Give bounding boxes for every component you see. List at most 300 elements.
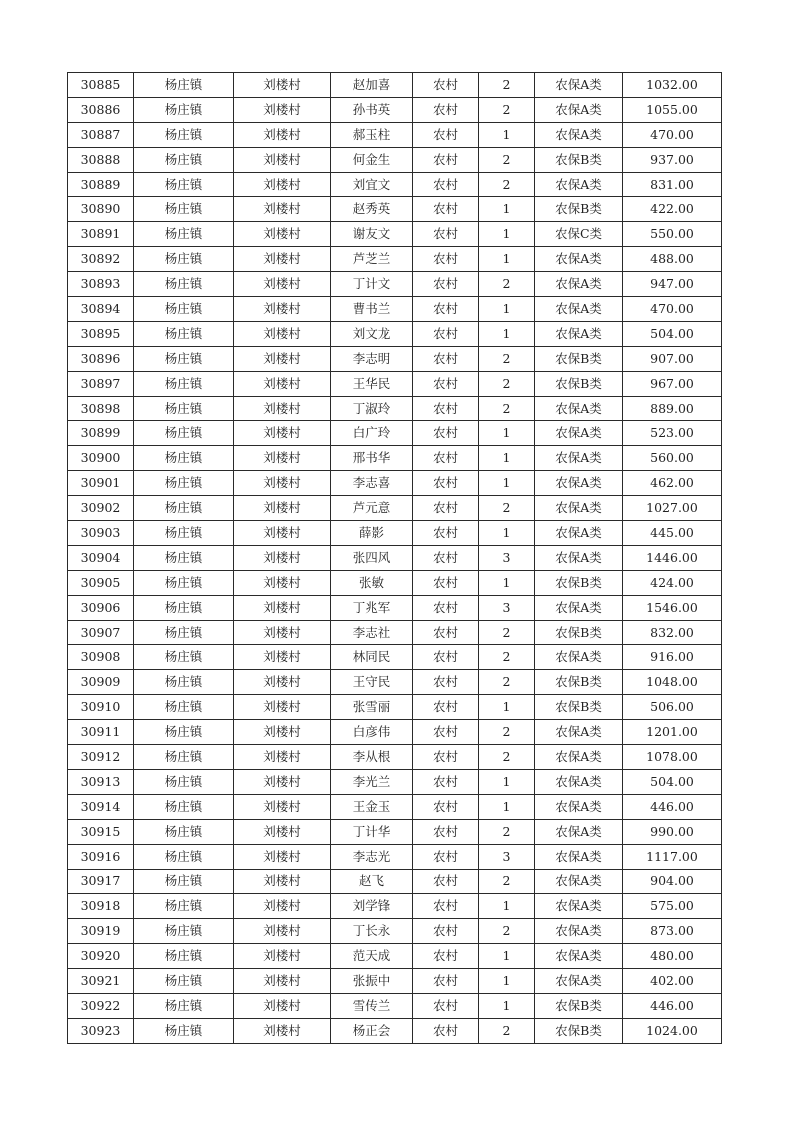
village-cell: 刘楼村	[234, 993, 331, 1018]
amount-cell: 1055.00	[623, 97, 722, 122]
town-cell: 杨庄镇	[134, 869, 234, 894]
table-row	[68, 769, 722, 794]
village-cell: 刘楼村	[234, 794, 331, 819]
person-name-cell: 薛影	[331, 521, 413, 546]
village-cell: 刘楼村	[234, 147, 331, 172]
town-cell: 杨庄镇	[134, 172, 234, 197]
member-count-cell: 2	[479, 620, 535, 645]
member-count-cell: 1	[479, 197, 535, 222]
village-cell: 刘楼村	[234, 919, 331, 944]
amount-cell: 1201.00	[623, 720, 722, 745]
village-cell: 刘楼村	[234, 670, 331, 695]
town-cell: 杨庄镇	[134, 421, 234, 446]
member-count-cell: 2	[479, 371, 535, 396]
table-row	[68, 720, 722, 745]
table-row	[68, 670, 722, 695]
town-cell: 杨庄镇	[134, 819, 234, 844]
insurance-category-cell: 农保A类	[535, 247, 623, 272]
insurance-category-cell: 农保A类	[535, 446, 623, 471]
person-name-cell: 丁计文	[331, 272, 413, 297]
amount-cell: 831.00	[623, 172, 722, 197]
insurance-category-cell: 农保A类	[535, 272, 623, 297]
person-name-cell: 孙书英	[331, 97, 413, 122]
member-count-cell: 1	[479, 297, 535, 322]
member-count-cell: 1	[479, 695, 535, 720]
amount-cell: 916.00	[623, 645, 722, 670]
amount-cell: 1024.00	[623, 1018, 722, 1043]
town-cell: 杨庄镇	[134, 73, 234, 98]
village-cell: 刘楼村	[234, 645, 331, 670]
record-id-cell: 30912	[68, 745, 134, 770]
household-type-cell: 农村	[413, 147, 479, 172]
record-id-cell: 30899	[68, 421, 134, 446]
person-name-cell: 李从根	[331, 745, 413, 770]
record-id-cell: 30923	[68, 1018, 134, 1043]
table-row	[68, 695, 722, 720]
village-cell: 刘楼村	[234, 371, 331, 396]
household-type-cell: 农村	[413, 620, 479, 645]
record-id-cell: 30889	[68, 172, 134, 197]
amount-cell: 832.00	[623, 620, 722, 645]
table-row	[68, 222, 722, 247]
person-name-cell: 刘学锋	[331, 894, 413, 919]
member-count-cell: 1	[479, 521, 535, 546]
insurance-category-cell: 农保B类	[535, 570, 623, 595]
person-name-cell: 王华民	[331, 371, 413, 396]
town-cell: 杨庄镇	[134, 570, 234, 595]
village-cell: 刘楼村	[234, 197, 331, 222]
table-row	[68, 919, 722, 944]
table-row	[68, 346, 722, 371]
roster-table	[67, 72, 722, 1044]
village-cell: 刘楼村	[234, 496, 331, 521]
insurance-category-cell: 农保B类	[535, 147, 623, 172]
amount-cell: 990.00	[623, 819, 722, 844]
amount-cell: 424.00	[623, 570, 722, 595]
amount-cell: 967.00	[623, 371, 722, 396]
table-row	[68, 869, 722, 894]
village-cell: 刘楼村	[234, 521, 331, 546]
household-type-cell: 农村	[413, 421, 479, 446]
table-row	[68, 421, 722, 446]
insurance-category-cell: 农保A类	[535, 521, 623, 546]
household-type-cell: 农村	[413, 695, 479, 720]
amount-cell: 1032.00	[623, 73, 722, 98]
person-name-cell: 张雪丽	[331, 695, 413, 720]
household-type-cell: 农村	[413, 919, 479, 944]
record-id-cell: 30890	[68, 197, 134, 222]
table-row	[68, 321, 722, 346]
town-cell: 杨庄镇	[134, 122, 234, 147]
insurance-category-cell: 农保A类	[535, 73, 623, 98]
village-cell: 刘楼村	[234, 247, 331, 272]
table-row	[68, 172, 722, 197]
household-type-cell: 农村	[413, 819, 479, 844]
town-cell: 杨庄镇	[134, 969, 234, 994]
table-row	[68, 396, 722, 421]
table-row	[68, 371, 722, 396]
town-cell: 杨庄镇	[134, 346, 234, 371]
town-cell: 杨庄镇	[134, 272, 234, 297]
table-row	[68, 197, 722, 222]
member-count-cell: 2	[479, 670, 535, 695]
town-cell: 杨庄镇	[134, 769, 234, 794]
insurance-category-cell: 农保A类	[535, 819, 623, 844]
member-count-cell: 1	[479, 122, 535, 147]
table-row	[68, 969, 722, 994]
town-cell: 杨庄镇	[134, 222, 234, 247]
insurance-category-cell: 农保A类	[535, 172, 623, 197]
table-row	[68, 545, 722, 570]
record-id-cell: 30888	[68, 147, 134, 172]
town-cell: 杨庄镇	[134, 944, 234, 969]
record-id-cell: 30903	[68, 521, 134, 546]
record-id-cell: 30896	[68, 346, 134, 371]
household-type-cell: 农村	[413, 172, 479, 197]
person-name-cell: 雪传兰	[331, 993, 413, 1018]
insurance-category-cell: 农保A类	[535, 595, 623, 620]
table-row	[68, 471, 722, 496]
table-row	[68, 446, 722, 471]
table-row	[68, 944, 722, 969]
person-name-cell: 丁计华	[331, 819, 413, 844]
person-name-cell: 曹书兰	[331, 297, 413, 322]
household-type-cell: 农村	[413, 645, 479, 670]
amount-cell: 904.00	[623, 869, 722, 894]
person-name-cell: 邢书华	[331, 446, 413, 471]
village-cell: 刘楼村	[234, 446, 331, 471]
person-name-cell: 白广玲	[331, 421, 413, 446]
village-cell: 刘楼村	[234, 421, 331, 446]
amount-cell: 488.00	[623, 247, 722, 272]
town-cell: 杨庄镇	[134, 321, 234, 346]
amount-cell: 1048.00	[623, 670, 722, 695]
town-cell: 杨庄镇	[134, 993, 234, 1018]
person-name-cell: 赵加喜	[331, 73, 413, 98]
amount-cell: 575.00	[623, 894, 722, 919]
table-row	[68, 645, 722, 670]
village-cell: 刘楼村	[234, 819, 331, 844]
household-type-cell: 农村	[413, 769, 479, 794]
insurance-category-cell: 农保A类	[535, 122, 623, 147]
village-cell: 刘楼村	[234, 222, 331, 247]
household-type-cell: 农村	[413, 371, 479, 396]
insurance-category-cell: 农保A类	[535, 421, 623, 446]
household-type-cell: 农村	[413, 73, 479, 98]
record-id-cell: 30904	[68, 545, 134, 570]
person-name-cell: 张振中	[331, 969, 413, 994]
person-name-cell: 范天成	[331, 944, 413, 969]
town-cell: 杨庄镇	[134, 147, 234, 172]
member-count-cell: 1	[479, 794, 535, 819]
amount-cell: 947.00	[623, 272, 722, 297]
household-type-cell: 农村	[413, 545, 479, 570]
record-id-cell: 30911	[68, 720, 134, 745]
household-type-cell: 农村	[413, 670, 479, 695]
town-cell: 杨庄镇	[134, 794, 234, 819]
table-row	[68, 620, 722, 645]
person-name-cell: 赵秀英	[331, 197, 413, 222]
amount-cell: 480.00	[623, 944, 722, 969]
member-count-cell: 2	[479, 172, 535, 197]
town-cell: 杨庄镇	[134, 521, 234, 546]
record-id-cell: 30919	[68, 919, 134, 944]
record-id-cell: 30897	[68, 371, 134, 396]
town-cell: 杨庄镇	[134, 396, 234, 421]
amount-cell: 504.00	[623, 321, 722, 346]
person-name-cell: 李光兰	[331, 769, 413, 794]
household-type-cell: 农村	[413, 197, 479, 222]
village-cell: 刘楼村	[234, 969, 331, 994]
record-id-cell: 30894	[68, 297, 134, 322]
record-id-cell: 30887	[68, 122, 134, 147]
record-id-cell: 30906	[68, 595, 134, 620]
household-type-cell: 农村	[413, 993, 479, 1018]
person-name-cell: 赵飞	[331, 869, 413, 894]
record-id-cell: 30905	[68, 570, 134, 595]
insurance-category-cell: 农保A类	[535, 894, 623, 919]
person-name-cell: 林同民	[331, 645, 413, 670]
village-cell: 刘楼村	[234, 346, 331, 371]
member-count-cell: 1	[479, 894, 535, 919]
insurance-category-cell: 农保A类	[535, 496, 623, 521]
town-cell: 杨庄镇	[134, 595, 234, 620]
household-type-cell: 农村	[413, 272, 479, 297]
record-id-cell: 30910	[68, 695, 134, 720]
household-type-cell: 农村	[413, 97, 479, 122]
insurance-category-cell: 农保A类	[535, 321, 623, 346]
village-cell: 刘楼村	[234, 720, 331, 745]
village-cell: 刘楼村	[234, 595, 331, 620]
person-name-cell: 芦元意	[331, 496, 413, 521]
member-count-cell: 2	[479, 73, 535, 98]
table-row	[68, 247, 722, 272]
insurance-category-cell: 农保A类	[535, 471, 623, 496]
insurance-category-cell: 农保B类	[535, 197, 623, 222]
member-count-cell: 2	[479, 869, 535, 894]
member-count-cell: 2	[479, 97, 535, 122]
record-id-cell: 30893	[68, 272, 134, 297]
household-type-cell: 农村	[413, 869, 479, 894]
record-id-cell: 30895	[68, 321, 134, 346]
member-count-cell: 1	[479, 222, 535, 247]
town-cell: 杨庄镇	[134, 97, 234, 122]
village-cell: 刘楼村	[234, 471, 331, 496]
record-id-cell: 30898	[68, 396, 134, 421]
village-cell: 刘楼村	[234, 894, 331, 919]
table-row	[68, 147, 722, 172]
village-cell: 刘楼村	[234, 944, 331, 969]
insurance-category-cell: 农保A类	[535, 545, 623, 570]
insurance-category-cell: 农保A类	[535, 769, 623, 794]
household-type-cell: 农村	[413, 894, 479, 919]
member-count-cell: 1	[479, 769, 535, 794]
record-id-cell: 30900	[68, 446, 134, 471]
town-cell: 杨庄镇	[134, 919, 234, 944]
amount-cell: 462.00	[623, 471, 722, 496]
member-count-cell: 1	[479, 471, 535, 496]
amount-cell: 1027.00	[623, 496, 722, 521]
household-type-cell: 农村	[413, 346, 479, 371]
amount-cell: 907.00	[623, 346, 722, 371]
record-id-cell: 30917	[68, 869, 134, 894]
town-cell: 杨庄镇	[134, 545, 234, 570]
village-cell: 刘楼村	[234, 620, 331, 645]
village-cell: 刘楼村	[234, 73, 331, 98]
household-type-cell: 农村	[413, 745, 479, 770]
table-row	[68, 794, 722, 819]
town-cell: 杨庄镇	[134, 371, 234, 396]
record-id-cell: 30915	[68, 819, 134, 844]
insurance-category-cell: 农保B类	[535, 346, 623, 371]
member-count-cell: 3	[479, 545, 535, 570]
table-row	[68, 570, 722, 595]
person-name-cell: 王守民	[331, 670, 413, 695]
village-cell: 刘楼村	[234, 172, 331, 197]
insurance-category-cell: 农保B类	[535, 371, 623, 396]
table-row	[68, 595, 722, 620]
person-name-cell: 张四风	[331, 545, 413, 570]
record-id-cell: 30922	[68, 993, 134, 1018]
amount-cell: 889.00	[623, 396, 722, 421]
town-cell: 杨庄镇	[134, 844, 234, 869]
town-cell: 杨庄镇	[134, 695, 234, 720]
village-cell: 刘楼村	[234, 745, 331, 770]
record-id-cell: 30920	[68, 944, 134, 969]
member-count-cell: 2	[479, 396, 535, 421]
amount-cell: 873.00	[623, 919, 722, 944]
member-count-cell: 1	[479, 993, 535, 1018]
member-count-cell: 2	[479, 720, 535, 745]
insurance-category-cell: 农保B类	[535, 620, 623, 645]
member-count-cell: 1	[479, 570, 535, 595]
household-type-cell: 农村	[413, 122, 479, 147]
member-count-cell: 1	[479, 446, 535, 471]
table-row	[68, 1018, 722, 1043]
town-cell: 杨庄镇	[134, 197, 234, 222]
town-cell: 杨庄镇	[134, 670, 234, 695]
insurance-category-cell: 农保A类	[535, 794, 623, 819]
member-count-cell: 1	[479, 247, 535, 272]
person-name-cell: 丁长永	[331, 919, 413, 944]
amount-cell: 1117.00	[623, 844, 722, 869]
record-id-cell: 30907	[68, 620, 134, 645]
household-type-cell: 农村	[413, 720, 479, 745]
village-cell: 刘楼村	[234, 869, 331, 894]
member-count-cell: 2	[479, 346, 535, 371]
insurance-category-cell: 农保A类	[535, 844, 623, 869]
member-count-cell: 2	[479, 147, 535, 172]
record-id-cell: 30891	[68, 222, 134, 247]
table-row	[68, 73, 722, 98]
record-id-cell: 30885	[68, 73, 134, 98]
record-id-cell: 30918	[68, 894, 134, 919]
person-name-cell: 李志喜	[331, 471, 413, 496]
town-cell: 杨庄镇	[134, 496, 234, 521]
member-count-cell: 3	[479, 844, 535, 869]
insurance-category-cell: 农保A类	[535, 97, 623, 122]
insurance-category-cell: 农保A类	[535, 919, 623, 944]
insurance-category-cell: 农保A类	[535, 720, 623, 745]
amount-cell: 560.00	[623, 446, 722, 471]
insurance-category-cell: 农保B类	[535, 993, 623, 1018]
amount-cell: 446.00	[623, 993, 722, 1018]
record-id-cell: 30916	[68, 844, 134, 869]
member-count-cell: 1	[479, 321, 535, 346]
household-type-cell: 农村	[413, 496, 479, 521]
person-name-cell: 何金生	[331, 147, 413, 172]
insurance-category-cell: 农保A类	[535, 869, 623, 894]
amount-cell: 523.00	[623, 421, 722, 446]
member-count-cell: 2	[479, 745, 535, 770]
table-row	[68, 521, 722, 546]
member-count-cell: 2	[479, 819, 535, 844]
amount-cell: 504.00	[623, 769, 722, 794]
town-cell: 杨庄镇	[134, 720, 234, 745]
town-cell: 杨庄镇	[134, 894, 234, 919]
table-row	[68, 97, 722, 122]
record-id-cell: 30901	[68, 471, 134, 496]
village-cell: 刘楼村	[234, 545, 331, 570]
amount-cell: 937.00	[623, 147, 722, 172]
amount-cell: 445.00	[623, 521, 722, 546]
person-name-cell: 丁兆军	[331, 595, 413, 620]
town-cell: 杨庄镇	[134, 620, 234, 645]
insurance-category-cell: 农保C类	[535, 222, 623, 247]
person-name-cell: 谢友文	[331, 222, 413, 247]
record-id-cell: 30914	[68, 794, 134, 819]
table-row	[68, 993, 722, 1018]
amount-cell: 402.00	[623, 969, 722, 994]
amount-cell: 550.00	[623, 222, 722, 247]
household-type-cell: 农村	[413, 396, 479, 421]
village-cell: 刘楼村	[234, 844, 331, 869]
person-name-cell: 白彦伟	[331, 720, 413, 745]
insurance-category-cell: 农保A类	[535, 297, 623, 322]
household-type-cell: 农村	[413, 944, 479, 969]
amount-cell: 506.00	[623, 695, 722, 720]
record-id-cell: 30892	[68, 247, 134, 272]
member-count-cell: 1	[479, 421, 535, 446]
table-row	[68, 844, 722, 869]
person-name-cell: 郝玉柱	[331, 122, 413, 147]
record-id-cell: 30909	[68, 670, 134, 695]
village-cell: 刘楼村	[234, 570, 331, 595]
table-row	[68, 122, 722, 147]
village-cell: 刘楼村	[234, 396, 331, 421]
village-cell: 刘楼村	[234, 122, 331, 147]
roster-table-body	[68, 73, 722, 1044]
table-row	[68, 745, 722, 770]
village-cell: 刘楼村	[234, 1018, 331, 1043]
table-row	[68, 272, 722, 297]
member-count-cell: 2	[479, 919, 535, 944]
household-type-cell: 农村	[413, 247, 479, 272]
person-name-cell: 丁淑玲	[331, 396, 413, 421]
table-row	[68, 894, 722, 919]
amount-cell: 470.00	[623, 122, 722, 147]
insurance-category-cell: 农保A类	[535, 745, 623, 770]
person-name-cell: 刘宜文	[331, 172, 413, 197]
member-count-cell: 1	[479, 944, 535, 969]
insurance-category-cell: 农保B类	[535, 670, 623, 695]
town-cell: 杨庄镇	[134, 1018, 234, 1043]
town-cell: 杨庄镇	[134, 471, 234, 496]
town-cell: 杨庄镇	[134, 745, 234, 770]
member-count-cell: 2	[479, 1018, 535, 1043]
table-row	[68, 297, 722, 322]
person-name-cell: 芦芝兰	[331, 247, 413, 272]
